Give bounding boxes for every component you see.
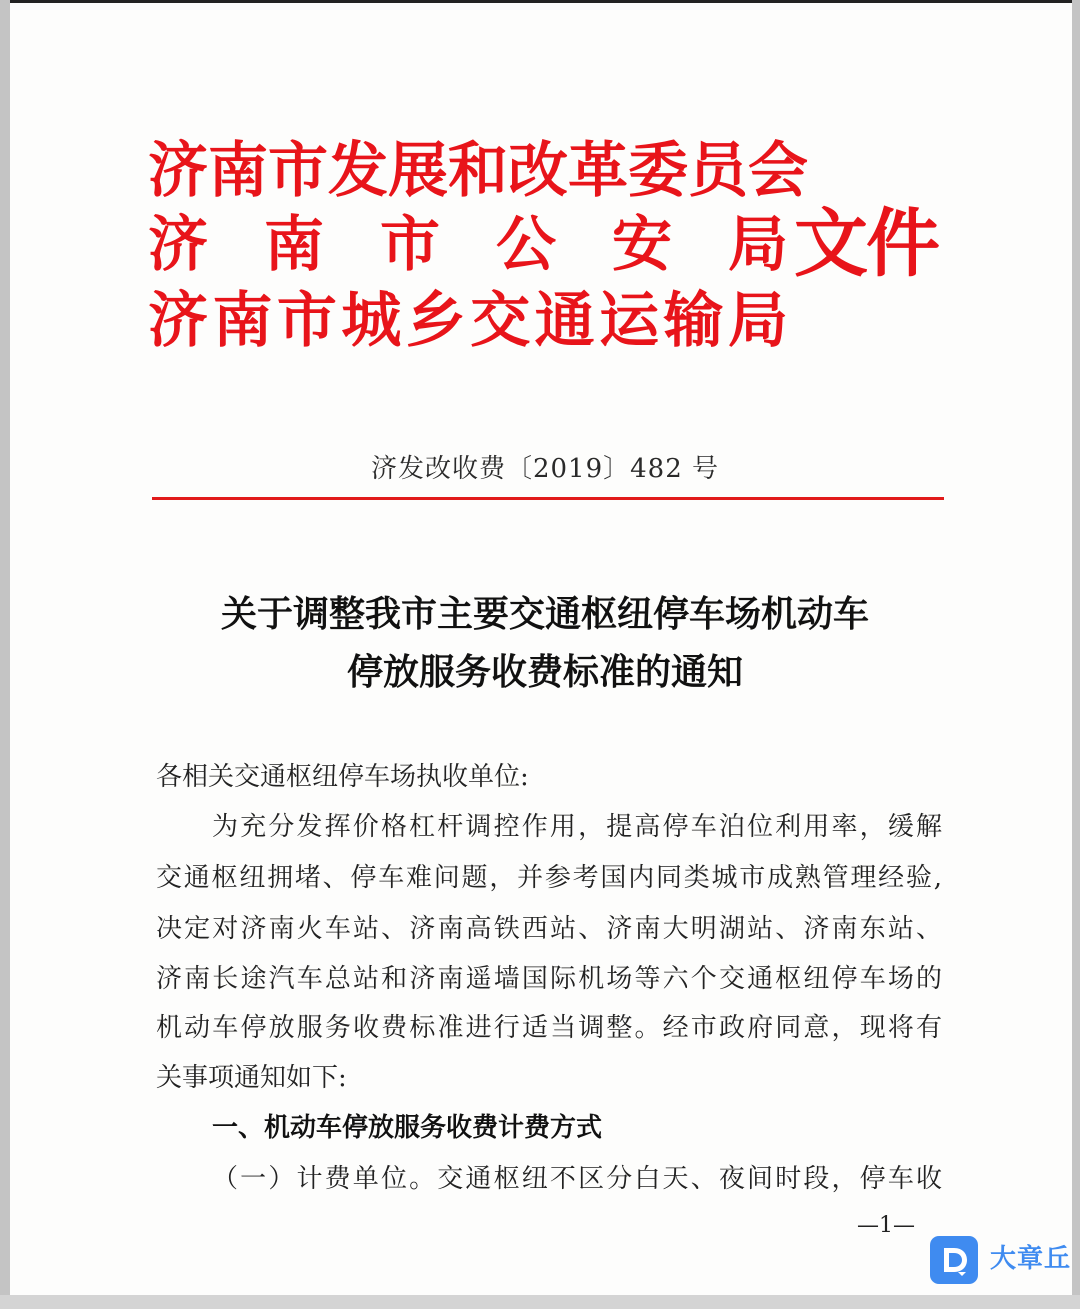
issuer-char: 安 (612, 210, 672, 280)
issuer-char: 会 (748, 136, 808, 206)
issuer-char: 济 (148, 286, 208, 356)
addressee: 各相关交通枢纽停车场执收单位: (156, 762, 529, 792)
right-margin (1072, 0, 1080, 1309)
paragraph-line: 交通枢纽拥堵、停车难问题，并参考国内同类城市成熟管理经验, (156, 863, 942, 893)
issuer-char: 济 (148, 210, 208, 280)
issuer-char: 发 (328, 136, 388, 206)
issuer-char: 展 (388, 136, 448, 206)
document-label: 文件 (794, 201, 938, 287)
issuer-development-reform-commission (148, 136, 808, 206)
left-margin (0, 0, 10, 1309)
issuer-char: 革 (568, 136, 628, 206)
watermark-logo-icon (930, 1236, 978, 1284)
issuer-char: 通 (534, 286, 595, 356)
issuer-char: 局 (728, 210, 788, 280)
issuer-char: 公 (496, 210, 556, 280)
paragraph-line: 决定对济南火车站、济南高铁西站、济南大明湖站、济南东站、 (156, 914, 942, 944)
section-heading: 一、机动车停放服务收费计费方式 (212, 1113, 603, 1143)
bottom-edge (0, 1295, 1080, 1309)
watermark-brand: 大章丘 (990, 1244, 1072, 1274)
issuer-public-security-bureau (148, 212, 788, 278)
paragraph-line: 关事项通知如下: (156, 1063, 347, 1093)
issuer-char: 运 (599, 286, 660, 356)
issuer-char: 员 (688, 136, 748, 206)
issuer-char: 城 (341, 286, 402, 356)
issuer-transport-bureau (148, 288, 788, 354)
issuer-char: 市 (380, 210, 440, 280)
paragraph-line: 为充分发挥价格杠杆调控作用，提高停车泊位利用率，缓解 (212, 812, 942, 842)
issuer-char: 南 (212, 286, 273, 356)
issuer-char: 济 (148, 136, 208, 206)
top-edge (10, 0, 1072, 3)
paragraph-line: 机动车停放服务收费标准进行适当调整。经市政府同意，现将有 (156, 1013, 942, 1043)
paragraph-line: 济南长途汽车总站和济南遥墙国际机场等六个交通枢纽停车场的 (156, 964, 942, 994)
issuer-char: 交 (470, 286, 531, 356)
issuer-char: 委 (628, 136, 688, 206)
page-number: —1— (857, 1213, 915, 1238)
document-number: 济发改收费〔2019〕482 号 (370, 454, 720, 484)
issuer-char: 市 (276, 286, 337, 356)
issuer-char: 南 (264, 210, 324, 280)
issuer-char: 市 (268, 136, 328, 206)
issuer-char: 乡 (405, 286, 466, 356)
paragraph-line: （一）计费单位。交通枢纽不区分白天、夜间时段，停车收 (212, 1164, 942, 1194)
issuer-char: 改 (508, 136, 568, 206)
issuer-char: 局 (727, 286, 788, 356)
notice-title-line-1: 关于调整我市主要交通枢纽停车场机动车 (220, 593, 869, 635)
issuer-char: 南 (208, 136, 268, 206)
issuer-char: 输 (663, 286, 724, 356)
red-divider (152, 497, 944, 500)
notice-title-line-2: 停放服务收费标准的通知 (346, 651, 743, 693)
issuer-char: 和 (448, 136, 508, 206)
